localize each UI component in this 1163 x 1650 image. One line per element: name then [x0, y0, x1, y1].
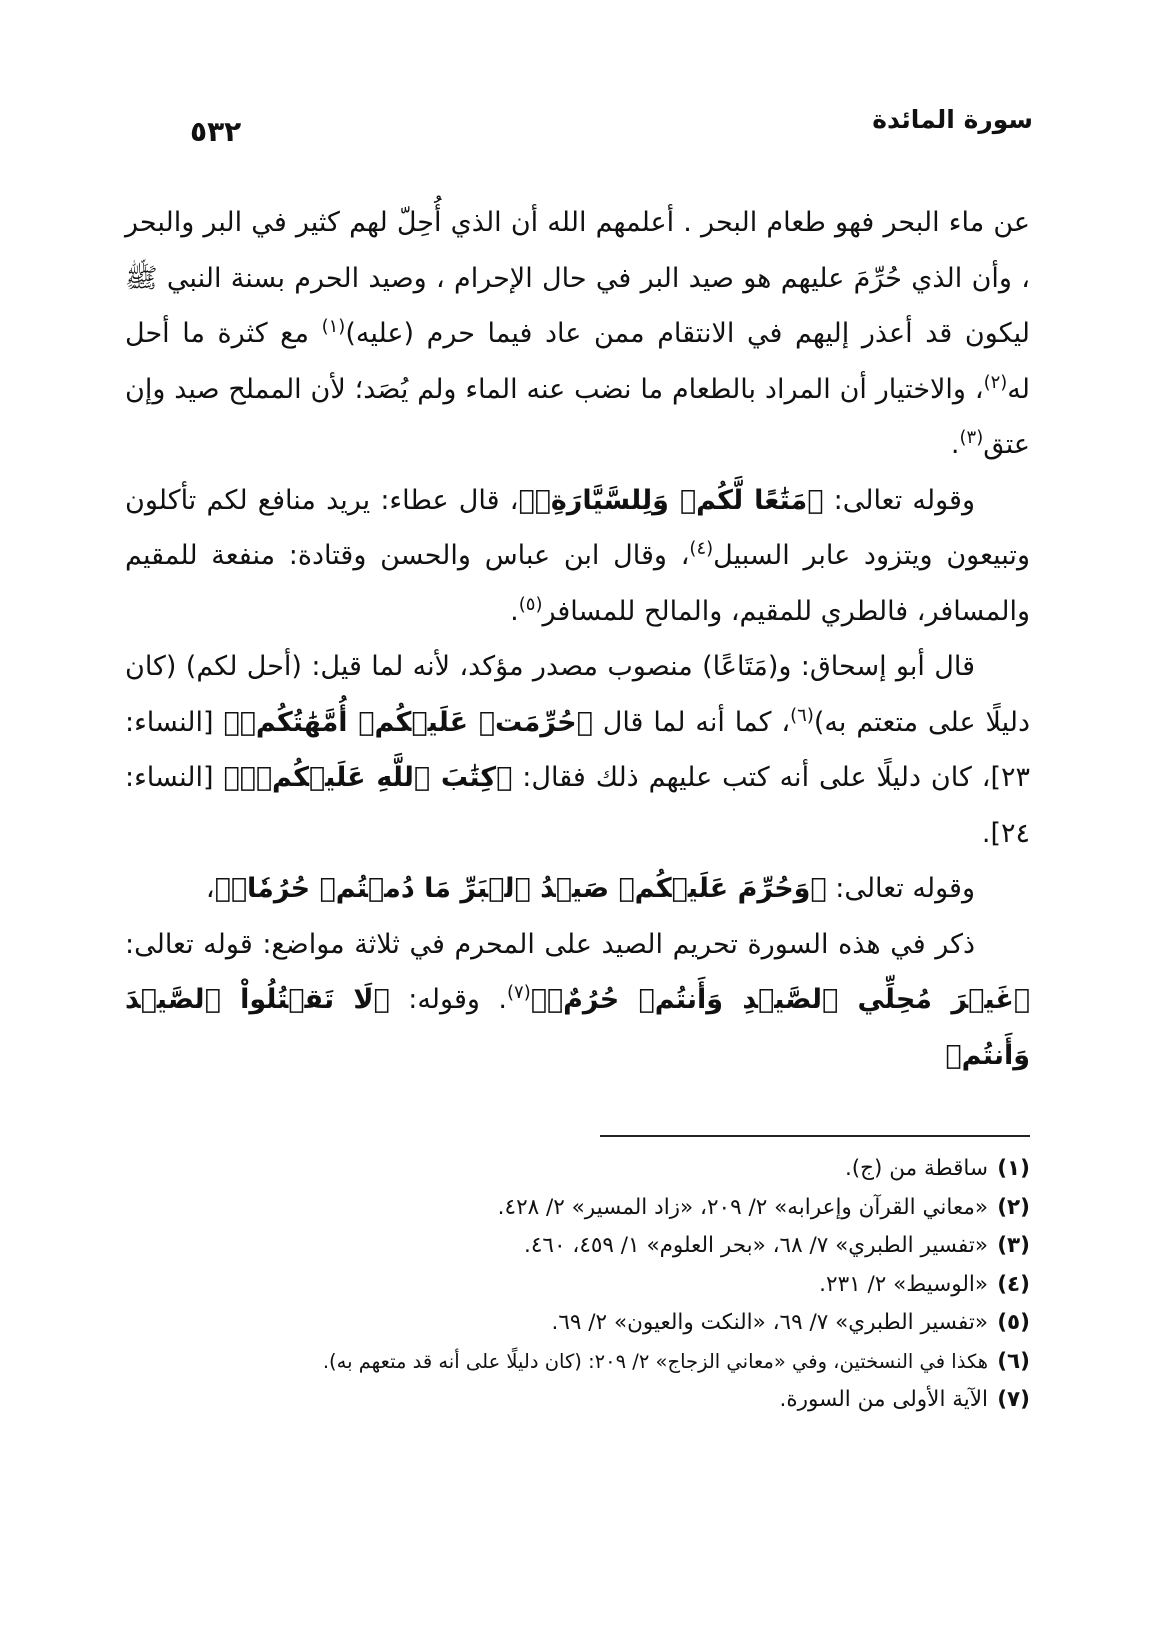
- paragraph-3-text-d: [النساء: ٢٤].: [125, 762, 1030, 849]
- footnote-text: «تفسير الطبري» ٧/ ٦٨، «بحر العلوم» ١/ ٤٥٩، ٤٦٠.: [524, 1233, 988, 1258]
- paragraph-1-text: عن ماء البحر فهو طعام البحر . أعلمهم الله أن الذي أُحِلّ لهم كثير في البر والبحر ، وأن الذي حُرِّمَ عليهم هو صيد البر في حال الإحرام ، وصيد الحرم بسنة النبي ﷺ ليكون قد أعذر إليهم في الانتقام ممن عاد فيما حرم (عليه): [125, 207, 1030, 349]
- page-header: [190, 105, 1033, 155]
- paragraph-3-text-b: ، كما أنه لما قال: [592, 706, 791, 738]
- quran-verse: ﴿لَا تَقۡتُلُواْ ٱلصَّيۡدَ وَأَنتُمۡ: [125, 984, 1030, 1071]
- paragraph-2-text-b: ، قال عطاء: يريد منافع لكم تأكلون وتبيعون ويتزود عابر السبيل: [125, 484, 1030, 571]
- paragraph-4: [125, 861, 1030, 917]
- paragraph-2-end: .: [510, 595, 519, 627]
- quran-verse: ﴿وَحُرِّمَ عَلَيۡكُمۡ صَيۡدُ ٱلۡبَرِّ مَا دُمۡتُمۡ حُرُمٗاۗ﴾: [214, 873, 827, 904]
- footnote-item: [125, 1150, 1030, 1189]
- footnote-number: (٣): [997, 1233, 1030, 1258]
- footnote-item: [125, 1227, 1030, 1266]
- footnote-ref-5: (٥): [518, 593, 543, 615]
- footnote-divider: [600, 1135, 1030, 1137]
- paragraph-1-text-c: ، والاختيار أن المراد بالطعام ما نضب عنه الماء ولم يُصَد؛ لأن المملح صيد وإن عتق: [125, 373, 1030, 460]
- footnote-ref-6: (٦): [790, 704, 814, 726]
- footnote-text: «تفسير الطبري» ٧/ ٦٩، «النكت والعيون» ٢/ ٦٩.: [551, 1310, 988, 1335]
- footnote-text: «الوسيط» ٢/ ٢٣١.: [819, 1271, 988, 1297]
- footnote-number: (١): [997, 1156, 1030, 1181]
- footnote-ref-2: (٢): [983, 371, 1008, 393]
- footnote-number: (٤): [997, 1271, 1030, 1297]
- footnote-item: [125, 1189, 1030, 1228]
- footnote-number: (٢): [997, 1194, 1030, 1220]
- paragraph-1-end: .: [950, 429, 960, 460]
- paragraph-2-text-a: وقوله تعالى:: [823, 484, 975, 516]
- paragraph-5: [125, 917, 1030, 1084]
- footnote-ref-4: (٤): [689, 538, 714, 559]
- footnote-item: [125, 1343, 1030, 1382]
- paragraph-3: [125, 639, 1030, 861]
- footnote-item: [125, 1304, 1030, 1343]
- quran-verse: ﴿مَتَٰعًا لَّكُمۡ وَلِلسَّيَّارَةِۖ﴾: [518, 484, 824, 516]
- footnote-ref-3: (٣): [959, 427, 984, 448]
- paragraph-1: [125, 195, 1030, 473]
- paragraph-2-text-c: ، وقال ابن عباس والحسن وقتادة: منفعة للمقيم والمسافر، فالطري للمقيم، والمالح للمسافر: [125, 540, 1030, 627]
- footnote-text: ساقطة من (ج).: [844, 1156, 988, 1181]
- paragraph-4-text-a: وقوله تعالى:: [826, 873, 975, 904]
- paragraph-1-text-b: مع كثرة ما أحل له: [125, 318, 1030, 405]
- quran-verse: ﴿حُرِّمَتۡ عَلَيۡكُمۡ أُمَّهَٰتُكُمۡ﴾: [223, 706, 593, 738]
- surah-title: سورة المائدة: [872, 105, 1033, 134]
- paragraph-3-text-c: [النساء: ٢٣]، كان دليلًا على أنه كتب عليهم ذلك فقال:: [125, 706, 1030, 793]
- footnote-number: (٧): [997, 1387, 1030, 1412]
- footnote-ref-1: (١): [321, 316, 346, 337]
- footnote-text: هكذا في النسختين، وفي «معاني الزجاج» ٢/ ٢٠٩: (كان دليلًا على أنه قد متعهم به).: [322, 1349, 988, 1373]
- footnote-ref-7: (٧): [507, 982, 531, 1003]
- footnote-number: (٦): [997, 1348, 1030, 1374]
- main-text: [125, 195, 1030, 1083]
- footnote-item: [125, 1381, 1030, 1420]
- paragraph-4-text-b: ،: [205, 873, 215, 904]
- footnote-text: الآية الأولى من السورة.: [779, 1387, 988, 1412]
- footnotes: [125, 1150, 1030, 1420]
- paragraph-3-text-a: قال أبو إسحاق: و(مَتَاعًا) منصوب مصدر مؤكد، لأنه لما قيل: (أحل لكم) (كان دليلًا على متعتم به): [125, 651, 1030, 738]
- paragraph-5-text-a: ذكر في هذه السورة تحريم الصيد على المحرم في ثلاثة مواضع: قوله تعالى:: [125, 928, 975, 960]
- paragraph-2: [125, 473, 1030, 640]
- page-number: ٥٣٢: [190, 115, 242, 148]
- footnote-text: «معاني القرآن وإعرابه» ٢/ ٢٠٩، «زاد المسير» ٢/ ٤٢٨.: [497, 1194, 988, 1220]
- quran-verse: ﴿كِتَٰبَ ٱللَّهِ عَلَيۡكُمۡۚ﴾: [223, 762, 513, 793]
- quran-verse: ﴿غَيۡرَ مُحِلِّي ٱلصَّيۡدِ وَأَنتُمۡ حُرُمٌۗ﴾: [530, 984, 1030, 1015]
- footnote-item: [125, 1266, 1030, 1305]
- paragraph-5-text-b: . وقوله:: [389, 984, 507, 1015]
- footnote-number: (٥): [997, 1310, 1030, 1335]
